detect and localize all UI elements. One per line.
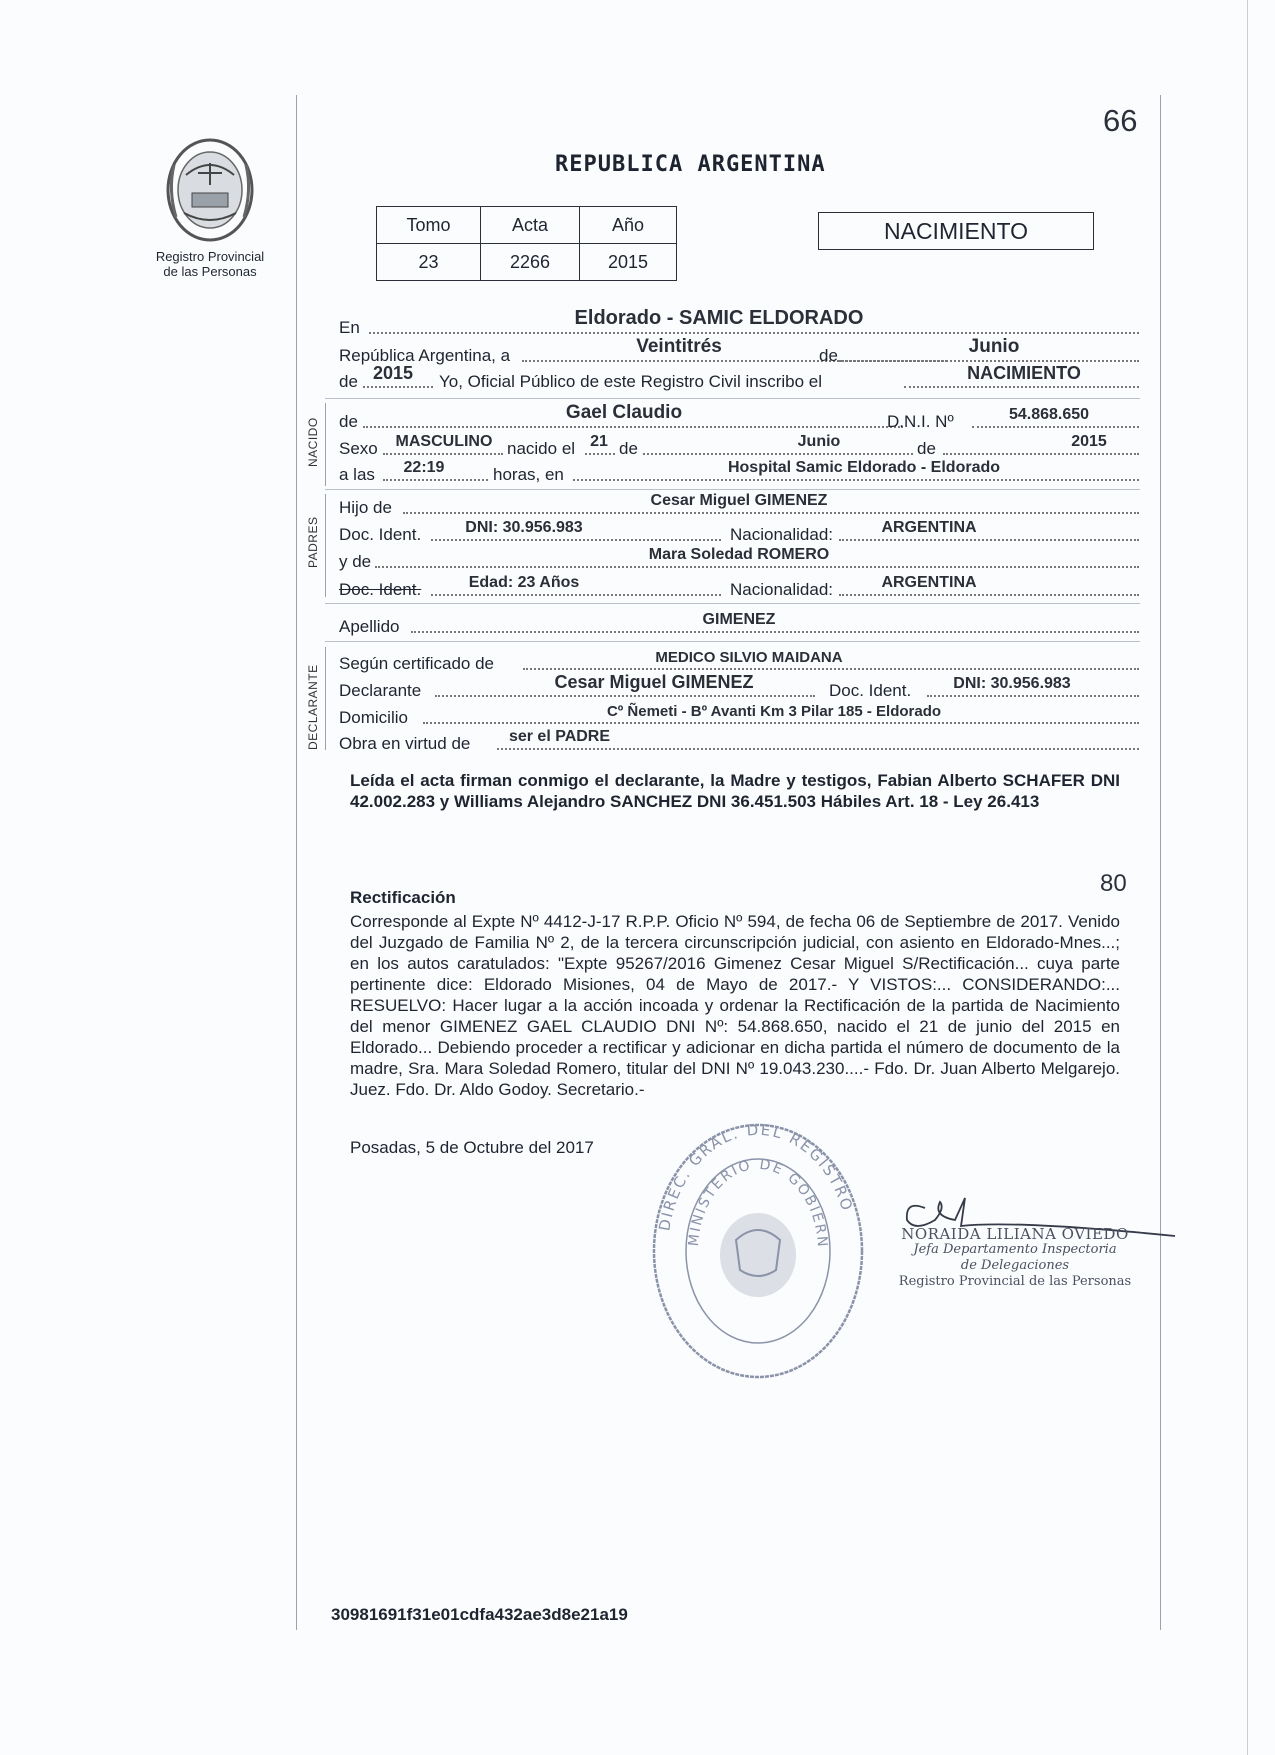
alas-label: a las bbox=[339, 465, 375, 484]
table-value-ano: 2015 bbox=[580, 244, 677, 281]
nac2-label: Nacionalidad: bbox=[730, 580, 834, 599]
declarante-value: Cesar Miguel GIMENEZ bbox=[554, 672, 754, 692]
row-declarante bbox=[339, 672, 1139, 701]
nacido-month-value: Junio bbox=[797, 433, 841, 450]
madre-value: Mara Soledad ROMERO bbox=[648, 546, 830, 563]
left-margin-line bbox=[296, 95, 297, 1630]
provincial-logo bbox=[160, 135, 260, 245]
obra-label: Obra en virtud de bbox=[339, 734, 471, 753]
row-segun bbox=[339, 648, 1139, 674]
de2-label: de bbox=[339, 372, 358, 391]
republica-month-value: Junio bbox=[968, 336, 1020, 357]
signature-block bbox=[895, 1226, 1135, 1290]
republica-day-value: Veintitrés bbox=[636, 336, 722, 357]
sexo-label: Sexo bbox=[339, 439, 378, 458]
table-header-acta: Acta bbox=[481, 207, 580, 244]
row-sexo bbox=[339, 433, 1139, 459]
hora-value: 22:19 bbox=[403, 459, 445, 476]
en-label: En bbox=[339, 318, 360, 337]
padre-value: Cesar Miguel GIMENEZ bbox=[650, 492, 828, 509]
nacido-label: nacido el bbox=[507, 439, 576, 458]
nacido-day-value: 21 bbox=[590, 433, 608, 450]
official-stamp bbox=[648, 1120, 868, 1382]
inscribo-value: NACIMIENTO bbox=[967, 363, 1081, 383]
row-padre bbox=[339, 492, 1139, 518]
segun-value: MEDICO SILVIO MAIDANA bbox=[655, 649, 843, 666]
row-madre bbox=[339, 546, 1139, 572]
section-label-nacido: NACIDO bbox=[306, 417, 320, 467]
svg-text:MINISTERIO DE GOBIERNO: MINISTERIO DE GOBIERN bbox=[685, 1156, 831, 1250]
de4-label: de bbox=[619, 439, 638, 458]
obra-value: ser el PADRE bbox=[508, 728, 611, 745]
paper-edge-line bbox=[1247, 0, 1248, 1755]
table-value-tomo: 23 bbox=[377, 244, 481, 281]
row-domicilio bbox=[339, 702, 1139, 728]
section-label-declarante: DECLARANTE bbox=[306, 664, 320, 750]
signature-name: NORAIDA LILIANA OVIEDO bbox=[901, 1225, 1129, 1243]
logo-caption-line2: de las Personas bbox=[163, 264, 257, 279]
document-hash: 30981691f31e01cdfa432ae3d8e21a19 bbox=[331, 1605, 628, 1624]
nac1-label: Nacionalidad: bbox=[730, 525, 834, 544]
table-header-tomo: Tomo bbox=[377, 207, 481, 244]
row-apellido bbox=[339, 611, 1139, 637]
nac2-value: ARGENTINA bbox=[881, 574, 977, 591]
table-header-ano: Año bbox=[580, 207, 677, 244]
rectificacion-title: Rectificación bbox=[350, 888, 456, 907]
nacido-year-value: 2015 bbox=[1071, 433, 1107, 450]
dni-label: D.N.I. Nº bbox=[887, 412, 954, 431]
table-value-acta: 2266 bbox=[481, 244, 580, 281]
row-doc2 bbox=[339, 574, 1139, 600]
doc1-label: Doc. Ident. bbox=[339, 525, 422, 544]
declarante-label: Declarante bbox=[339, 681, 422, 700]
logo-caption bbox=[130, 249, 290, 279]
signature-line3: Registro Provincial de las Personas bbox=[898, 1274, 1132, 1289]
republica-de-label: de bbox=[819, 346, 838, 365]
apellido-label: Apellido bbox=[339, 617, 400, 636]
row-hora bbox=[339, 459, 1139, 485]
doc2-value: Edad: 23 Años bbox=[468, 574, 580, 591]
segun-label: Según certificado de bbox=[339, 654, 494, 673]
closing-statement: Leída el acta firman conmigo el declarante, la Madre y testigos, Fabian Alberto SCHAFER DNI 42.002.283 y Williams Alejandro SANCHEZ DNI 36.451.503 Hábiles Art. 18 - Ley 26.413 bbox=[350, 771, 1120, 811]
row-doc1 bbox=[339, 519, 1139, 545]
doc1-value: DNI: 30.956.983 bbox=[465, 519, 583, 536]
doc3-value: DNI: 30.956.983 bbox=[953, 675, 1071, 692]
registry-table bbox=[376, 206, 677, 281]
page-number: 66 bbox=[1103, 103, 1138, 138]
signature-line2: de Delegaciones bbox=[960, 1258, 1070, 1273]
horas-label: horas, en bbox=[493, 465, 564, 484]
domicilio-label: Domicilio bbox=[339, 708, 408, 727]
doc3-label: Doc. Ident. bbox=[829, 681, 912, 700]
hijo-label: Hijo de bbox=[339, 498, 392, 517]
year-value: 2015 bbox=[372, 363, 414, 383]
doc2-label: Doc. Ident. bbox=[339, 580, 422, 599]
logo-caption-line1: Registro Provincial bbox=[155, 249, 265, 264]
section-label-padres: PADRES bbox=[306, 516, 320, 568]
rectificacion-body: Corresponde al Expte Nº 4412-J-17 R.P.P. Oficio Nº 594, de fecha 06 de Septiembre de 2017. Venido del Juzgado de Familia Nº 2, de la tercera circunscripción judicial, con asiento en Eldorado-Mnes...; en los autos caratulados: "Expte 95267/2016 Gimenez Cesar Miguel S/Rectificación... cuya parte pertinente dice: Eldorado Misiones, 04 de Mayo de 2017.- Y VISTOS:... CONSIDERANDO:... RESUELVO: Hacer lugar a la acción incoada y ordenar la Rectificación de la partida de Nacimiento del menor GIMENEZ GAEL CLAUDIO DNI Nº: 54.868.650, nacido el 21 de junio del 2015 en Eldorado... Debiendo proceder a rectificar y adicionar en dicha partida el número de documento de la madre, Sra. Mara Soledad Romero, titular del DNI Nº 19.043.230....- Fdo. Dr. Juan Alberto Melgarejo. Juez. Fdo. Dr. Aldo Godoy. Secretario.- bbox=[350, 912, 1120, 1099]
row-en bbox=[339, 307, 1139, 338]
name-value: Gael Claudio bbox=[565, 402, 683, 423]
rectification-number: 80 bbox=[1100, 870, 1127, 897]
right-margin-line bbox=[1160, 95, 1161, 1630]
rectificacion-place-date: Posadas, 5 de Octubre del 2017 bbox=[350, 1138, 594, 1157]
row-name bbox=[339, 402, 1139, 432]
row-obra bbox=[339, 728, 1139, 754]
de3-label: de bbox=[339, 412, 358, 431]
de5-label: de bbox=[917, 439, 936, 458]
oficial-text: Yo, Oficial Público de este Registro Civil inscribo el bbox=[439, 372, 822, 391]
misiones-seal-icon bbox=[160, 135, 260, 245]
act-type-box: NACIMIENTO bbox=[818, 212, 1094, 250]
domicilio-value: Cº Ñemeti - Bº Avanti Km 3 Pilar 185 - Eldorado bbox=[606, 703, 942, 720]
nac1-value: ARGENTINA bbox=[881, 519, 977, 536]
signature-line1: Jefa Departamento Inspectoria bbox=[913, 1242, 1117, 1257]
en-value: Eldorado - SAMIC ELDORADO bbox=[574, 307, 864, 329]
country-title: REPUBLICA ARGENTINA bbox=[555, 152, 826, 177]
stamp-seal-icon bbox=[648, 1120, 868, 1382]
row-oficial bbox=[339, 363, 1139, 392]
sexo-value: MASCULINO bbox=[395, 433, 493, 450]
lugar-value: Hospital Samic Eldorado - Eldorado bbox=[727, 459, 1001, 476]
svg-text:DIREC. GRAL. DEL REGISTRO: DIREC. GRAL. DEL REGISTRO bbox=[655, 1120, 857, 1233]
dni-value: 54.868.650 bbox=[1008, 406, 1090, 423]
yde-label: y de bbox=[339, 552, 372, 571]
apellido-value: GIMENEZ bbox=[702, 611, 776, 628]
republica-label: República Argentina, a bbox=[339, 346, 511, 365]
